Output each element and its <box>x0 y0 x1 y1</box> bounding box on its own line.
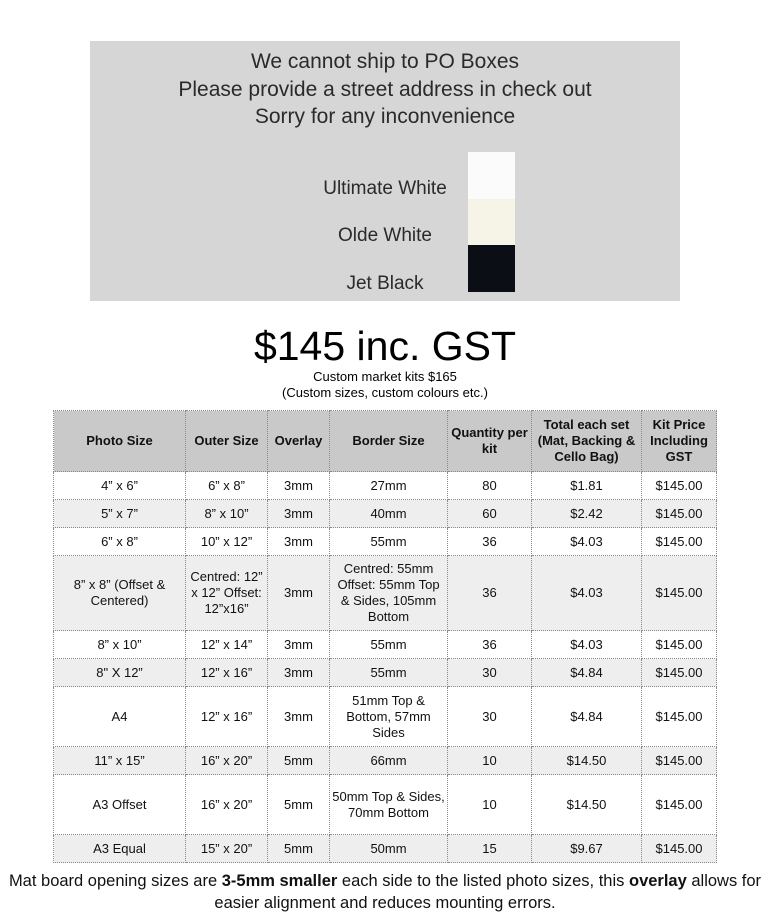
cell-total-each-set: $2.42 <box>532 500 642 528</box>
cell-quantity: 60 <box>448 500 532 528</box>
cell-quantity: 30 <box>448 659 532 687</box>
cell-total-each-set: $14.50 <box>532 775 642 835</box>
cell-outer-size: 12” x 14” <box>186 631 268 659</box>
table-row <box>54 528 717 556</box>
colour-label-ultimate-white: Ultimate White <box>323 178 447 199</box>
cell-kit-price: $145.00 <box>642 472 717 500</box>
cell-total-each-set: $1.81 <box>532 472 642 500</box>
header-overlay: Overlay <box>268 411 330 472</box>
table-header-row <box>54 411 717 472</box>
cell-photo-size: A4 <box>54 687 186 747</box>
table-row <box>54 687 717 747</box>
cell-photo-size: A3 Equal <box>54 835 186 863</box>
cell-overlay: 5mm <box>268 835 330 863</box>
cell-overlay: 3mm <box>268 472 330 500</box>
overlay-note-bold-overlay: overlay <box>628 872 687 890</box>
cell-quantity: 10 <box>448 747 532 775</box>
cell-overlay: 3mm <box>268 500 330 528</box>
cell-outer-size: 16” x 20” <box>186 775 268 835</box>
cell-outer-size: Centred: 12” x 12” Offset: 12”x16” <box>186 556 268 631</box>
table-row <box>54 500 717 528</box>
cell-outer-size: 16” x 20” <box>186 747 268 775</box>
cell-border-size: 55mm <box>330 659 448 687</box>
colour-label-olde-white: Olde White <box>338 225 432 246</box>
notice-line-po-boxes: We cannot ship to PO Boxes <box>250 50 520 73</box>
cell-quantity: 10 <box>448 775 532 835</box>
cell-total-each-set: $4.03 <box>532 556 642 631</box>
cell-border-size: 55mm <box>330 631 448 659</box>
cell-quantity: 80 <box>448 472 532 500</box>
cell-kit-price: $145.00 <box>642 747 717 775</box>
cell-outer-size: 15” x 20” <box>186 835 268 863</box>
cell-border-size: 50mm Top & Sides, 70mm Bottom <box>330 775 448 835</box>
cell-quantity: 36 <box>448 556 532 631</box>
cell-photo-size: 5” x 7” <box>54 500 186 528</box>
overlay-note-bold-size: 3-5mm smaller <box>221 872 338 890</box>
cell-photo-size: 11” x 15” <box>54 747 186 775</box>
pricing-table <box>53 410 717 863</box>
cell-quantity: 36 <box>448 631 532 659</box>
cell-photo-size: 4” x 6” <box>54 472 186 500</box>
cell-total-each-set: $14.50 <box>532 747 642 775</box>
cell-total-each-set: $9.67 <box>532 835 642 863</box>
cell-photo-size: 8" X 12” <box>54 659 186 687</box>
cell-kit-price: $145.00 <box>642 687 717 747</box>
cell-photo-size: 8” x 8” (Offset & Centered) <box>54 556 186 631</box>
cell-overlay: 3mm <box>268 659 330 687</box>
header-border-size: Border Size <box>330 411 448 472</box>
table-row <box>54 659 717 687</box>
notice-line-apology: Sorry for any inconvenience <box>254 105 516 128</box>
cell-border-size: 50mm <box>330 835 448 863</box>
custom-kit-price: Custom market kits $165 <box>313 369 457 384</box>
cell-quantity: 30 <box>448 687 532 747</box>
table-row <box>54 747 717 775</box>
cell-kit-price: $145.00 <box>642 775 717 835</box>
cell-outer-size: 6” x 8” <box>186 472 268 500</box>
table-row <box>54 631 717 659</box>
cell-kit-price: $145.00 <box>642 631 717 659</box>
custom-kit-detail: (Custom sizes, custom colours etc.) <box>282 385 488 400</box>
pricing-table-body <box>54 472 717 863</box>
kit-price-headline: $145 inc. GST <box>253 323 517 369</box>
cell-kit-price: $145.00 <box>642 835 717 863</box>
cell-photo-size: 8” x 10” <box>54 631 186 659</box>
colour-label-jet-black: Jet Black <box>346 273 424 294</box>
cell-border-size: 51mm Top & Bottom, 57mm Sides <box>330 687 448 747</box>
cell-border-size: 40mm <box>330 500 448 528</box>
cell-kit-price: $145.00 <box>642 528 717 556</box>
colour-swatch-olde-white <box>468 199 515 245</box>
cell-border-size: 27mm <box>330 472 448 500</box>
cell-total-each-set: $4.84 <box>532 659 642 687</box>
table-row <box>54 472 717 500</box>
shipping-notice <box>90 41 680 301</box>
cell-border-size: Centred: 55mm Offset: 55mm Top & Sides, 105mm Bottom <box>330 556 448 631</box>
cell-outer-size: 12” x 16” <box>186 659 268 687</box>
cell-overlay: 3mm <box>268 528 330 556</box>
header-total-each-set: Total each set (Mat, Backing & Cello Bag) <box>532 411 642 472</box>
header-kit-price: Kit Price Including GST <box>642 411 717 472</box>
cell-total-each-set: $4.84 <box>532 687 642 747</box>
cell-kit-price: $145.00 <box>642 659 717 687</box>
cell-overlay: 3mm <box>268 556 330 631</box>
overlay-note <box>0 870 770 914</box>
overlay-note-text-2: each side to the listed photo sizes, this <box>337 872 629 890</box>
overlay-note-text-3: allows for easier alignment and reduces mounting errors. <box>214 872 762 912</box>
colour-swatch-ultimate-white <box>468 152 515 199</box>
cell-overlay: 3mm <box>268 631 330 659</box>
cell-overlay: 3mm <box>268 687 330 747</box>
cell-overlay: 5mm <box>268 747 330 775</box>
cell-overlay: 5mm <box>268 775 330 835</box>
cell-quantity: 15 <box>448 835 532 863</box>
cell-kit-price: $145.00 <box>642 556 717 631</box>
cell-total-each-set: $4.03 <box>532 631 642 659</box>
table-row <box>54 556 717 631</box>
table-row <box>54 775 717 835</box>
cell-kit-price: $145.00 <box>642 500 717 528</box>
cell-quantity: 36 <box>448 528 532 556</box>
cell-outer-size: 12” x 16” <box>186 687 268 747</box>
colour-swatch-jet-black <box>468 245 515 292</box>
cell-border-size: 55mm <box>330 528 448 556</box>
cell-total-each-set: $4.03 <box>532 528 642 556</box>
header-photo-size: Photo Size <box>54 411 186 472</box>
cell-photo-size: 6” x 8” <box>54 528 186 556</box>
header-quantity: Quantity per kit <box>448 411 532 472</box>
cell-photo-size: A3 Offset <box>54 775 186 835</box>
cell-border-size: 66mm <box>330 747 448 775</box>
overlay-note-text-1: Mat board opening sizes are <box>8 872 222 890</box>
notice-line-street-address: Please provide a street address in check out <box>178 78 592 101</box>
table-row <box>54 835 717 863</box>
header-outer-size: Outer Size <box>186 411 268 472</box>
cell-outer-size: 8” x 10” <box>186 500 268 528</box>
cell-outer-size: 10” x 12” <box>186 528 268 556</box>
